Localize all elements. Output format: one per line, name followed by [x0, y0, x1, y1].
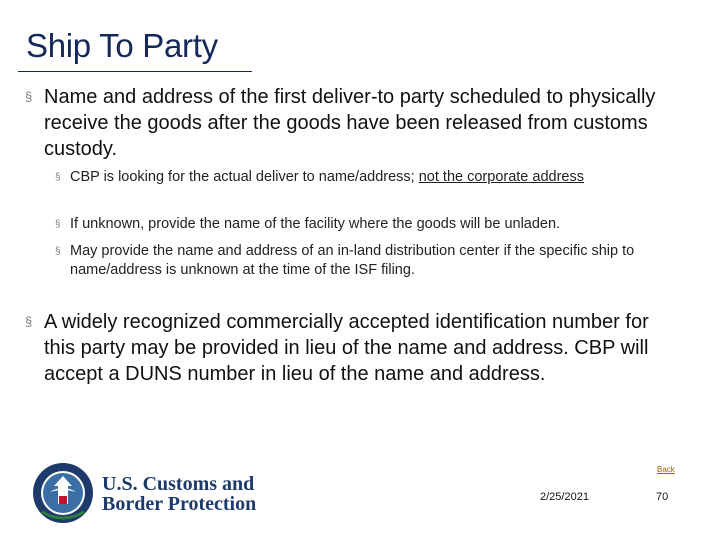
- sub-bullet-marker: §: [55, 172, 61, 183]
- sub-bullet-item: [55, 242, 670, 280]
- bullet-marker: §: [25, 314, 33, 329]
- page-number: 70: [656, 491, 669, 503]
- back-link[interactable]: Back: [657, 465, 675, 474]
- bullet-item: [25, 309, 654, 387]
- sub-bullet-text: If unknown, provide the name of the facility where the goods will be unladen.: [70, 216, 561, 232]
- sub-bullet-underlined-text: not the corporate address: [418, 169, 584, 185]
- sub-bullet-text: May provide the name and address of an in-land distribution center if the specific ship to name/address is unknown at the time of the ISF filing.: [70, 243, 635, 278]
- sub-bullet-text: CBP is looking for the actual deliver to name/address;: [70, 169, 419, 185]
- slide-title: Ship To Party: [26, 27, 218, 64]
- sub-bullet-marker: §: [55, 219, 61, 230]
- cbp-logo-line1: U.S. Customs and: [102, 473, 255, 495]
- bullet-text: Name and address of the first deliver-to party scheduled to physically receive the goods after the goods have been released from customs custody.: [44, 86, 656, 160]
- sub-bullet-marker: §: [55, 246, 61, 257]
- title-underline: [18, 71, 252, 72]
- bullet-text: A widely recognized commercially accepted identification number for this party may be provided in lieu of the name and address. CBP will accept a DUNS number in lieu of the name and address.: [44, 311, 649, 385]
- bullet-item: [25, 84, 664, 162]
- cbp-logo: [32, 462, 257, 524]
- cbp-logo-line2: Border Protection: [102, 493, 257, 515]
- dhs-seal-icon: [32, 462, 94, 524]
- sub-bullet-item: [55, 215, 670, 234]
- cbp-logo-text: [102, 474, 256, 514]
- bullet-marker: §: [25, 89, 33, 104]
- footer-date: 2/25/2021: [540, 491, 589, 503]
- sub-bullet-item: [55, 168, 670, 187]
